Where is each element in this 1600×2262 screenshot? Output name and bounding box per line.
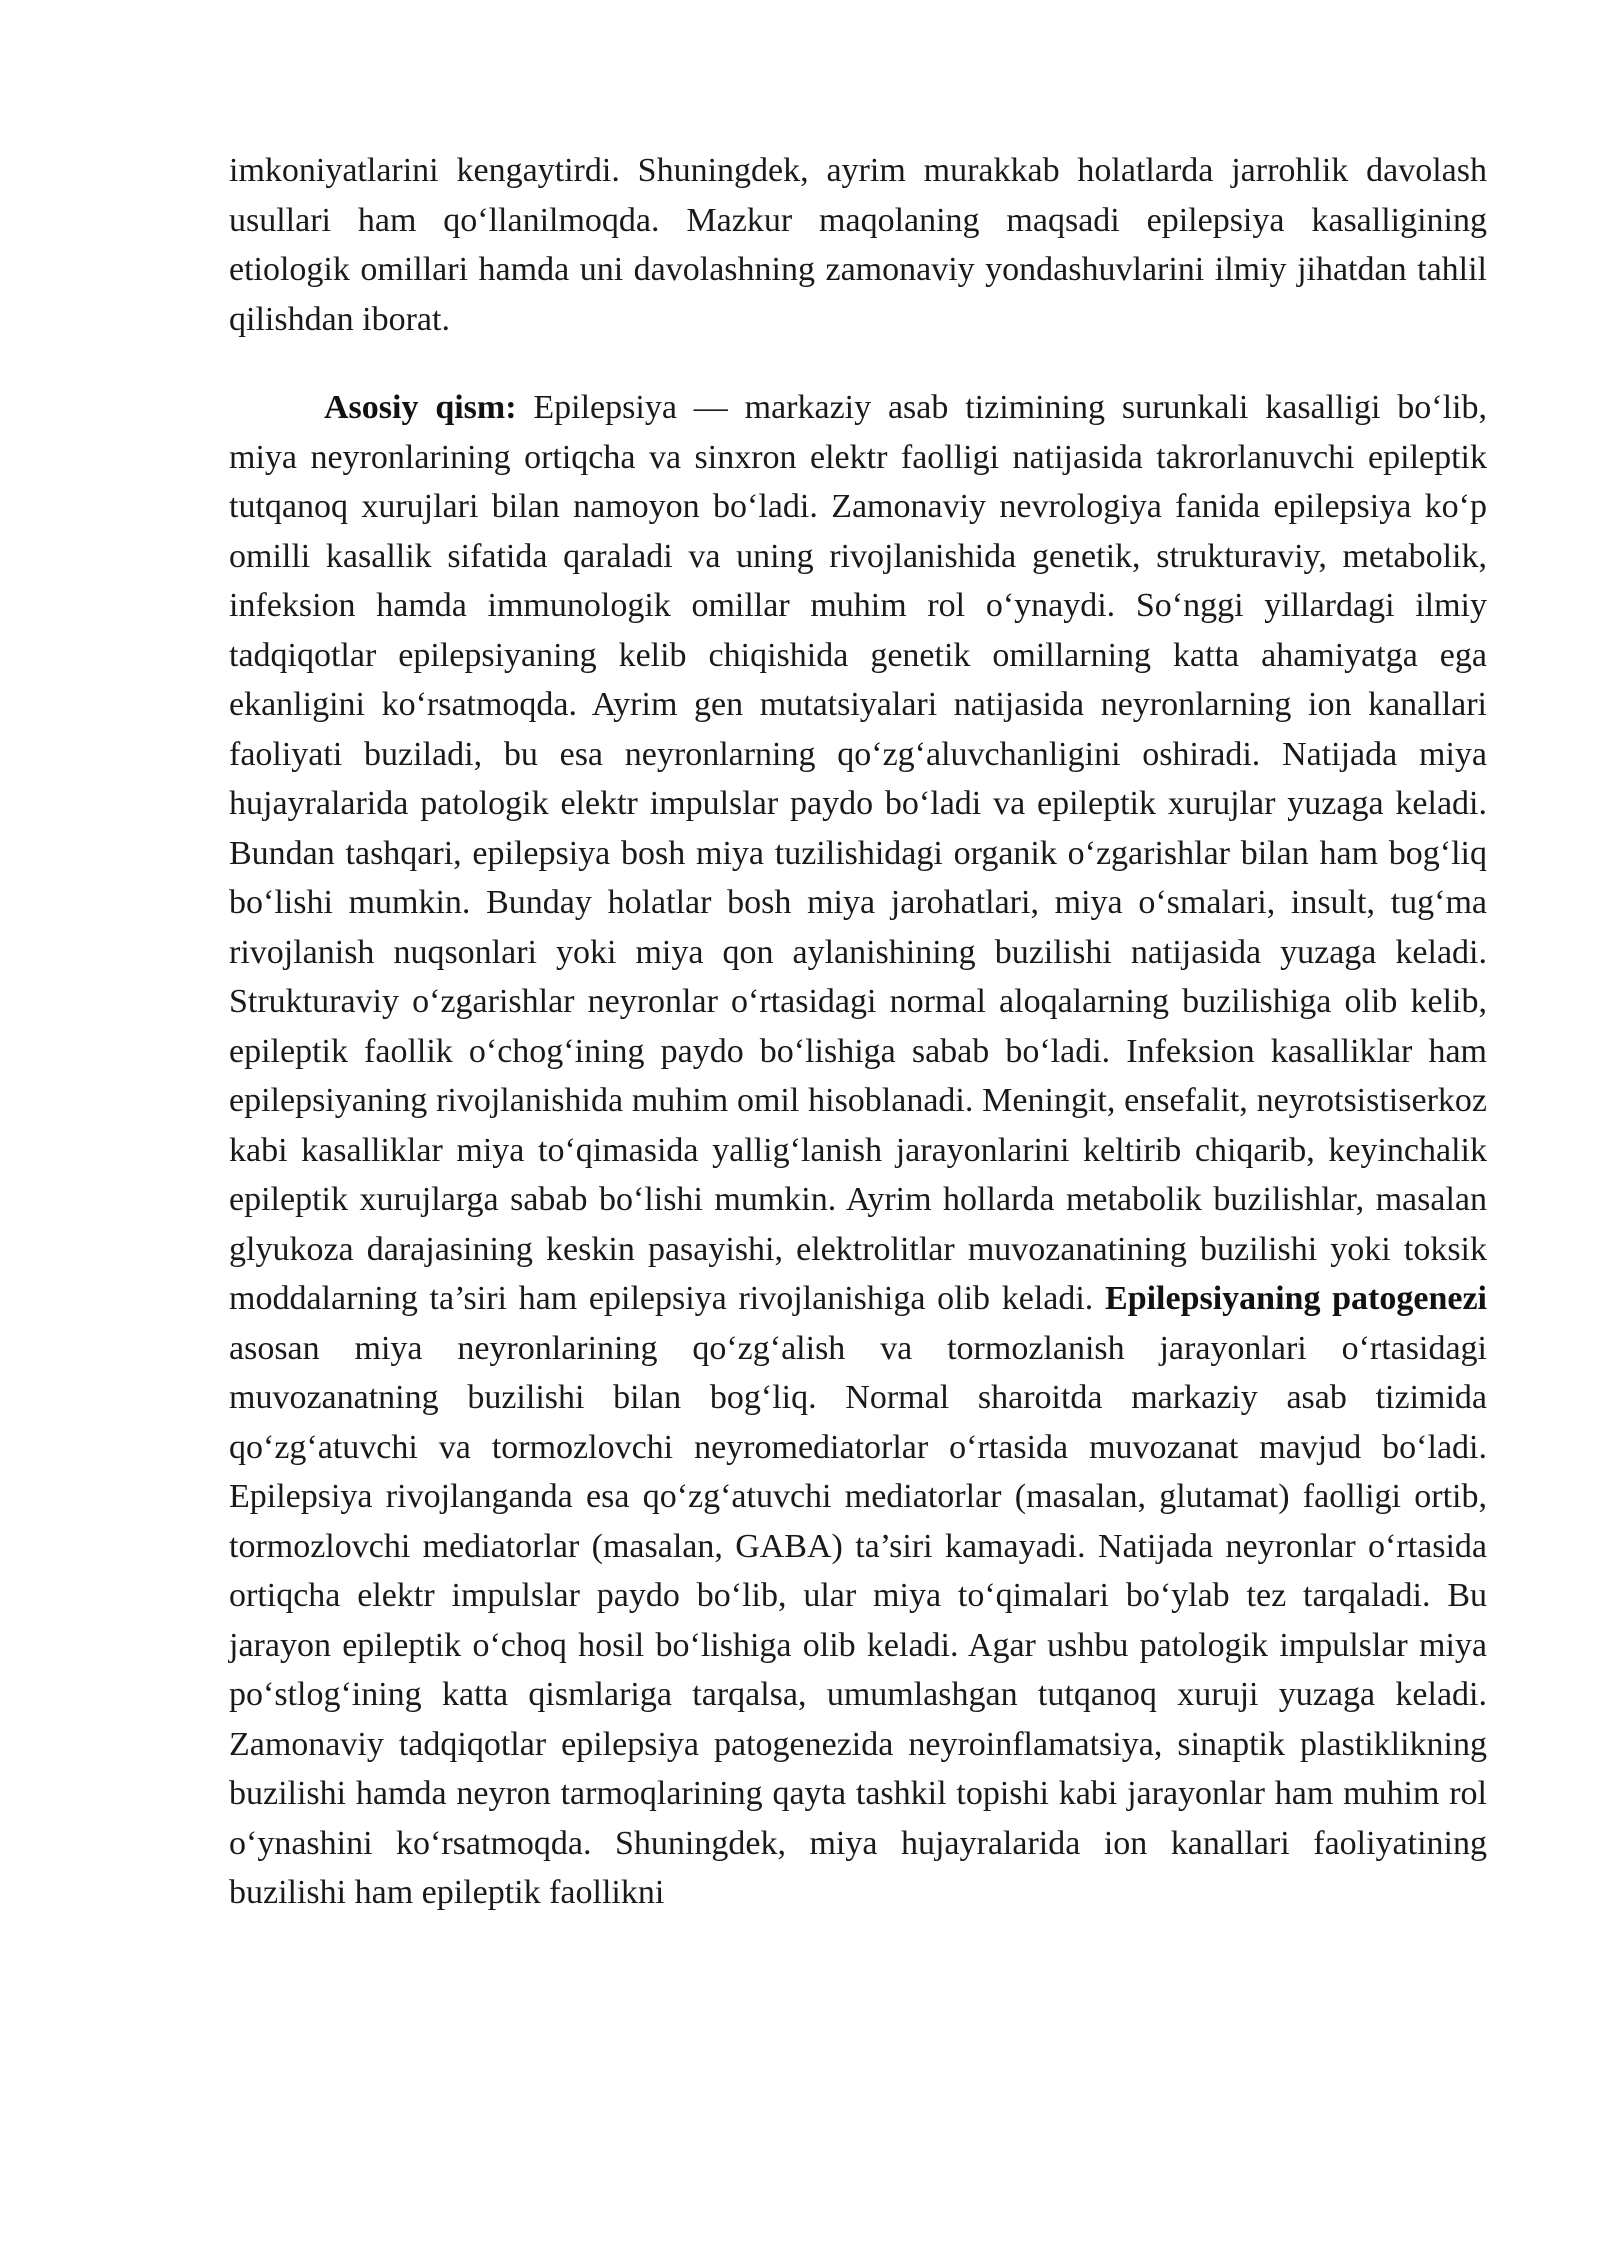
intro-paragraph: [229, 146, 1487, 344]
main-part-text-1: Epilepsiya — markaziy asab tizimining surunkali kasalligi bo‘lib, miya neyronlarining ortiqcha va sinxron elektr faolligi natijasida takrorlanuvchi epileptik tutqanoq xurujlari bilan namoyon bo‘ladi. Zamonaviy nevrologiya fanida epilepsiya ko‘p omilli kasallik sifatida qaraladi va uning rivojlanishida genetik, strukturaviy, metabolik, infeksion hamda immunologik omillar muhim rol o‘ynaydi. So‘nggi yillardagi ilmiy tadqiqotlar epilepsiyaning kelib chiqishida genetik omillarning katta ahamiyatga ega ekanligini ko‘rsatmoqda. Ayrim gen mutatsiyalari natijasida neyronlarning ion kanallari faoliyati buziladi, bu esa neyronlarning qo‘zg‘aluvchanligini oshiradi. Natijada miya hujayralarida patologik elektr impulslar paydo bo‘ladi va epileptik xurujlar yuzaga keladi. Bundan tashqari, epilepsiya bosh miya tuzilishidagi organik o‘zgarishlar bilan ham bog‘liq bo‘lishi mumkin. Bunday holatlar bosh miya jarohatlari, miya o‘smalari, insult, tug‘ma rivojlanish nuqsonlari yoki miya qon aylanishining buzilishi natijasida yuzaga keladi. Strukturaviy o‘zgarishlar neyronlar o‘rtasidagi normal aloqalarning buzilishiga olib kelib, epileptik faollik o‘chog‘ining paydo bo‘lishiga sabab bo‘ladi. Infeksion kasalliklar ham epilepsiyaning rivojlanishida muhim omil hisoblanadi. Meningit, ensefalit, neyrotsistiserkoz kabi kasalliklar miya to‘qimasida yallig‘lanish jarayonlarini keltirib chiqarib, keyinchalik epileptik xurujlarga sabab bo‘lishi mumkin. Ayrim hollarda metabolik buzilishlar, masalan glyukoza darajasining keskin pasayishi, elektrolitlar muvozanatining buzilishi yoki toksik moddalarning ta’siri ham epilepsiya rivojlanishiga olib keladi.: [229, 389, 1487, 1317]
pathogenesis-heading: Epilepsiyaning patogenezi: [1105, 1280, 1487, 1317]
intro-text: imkoniyatlarini kengaytirdi. Shuningdek, ayrim murakkab holatlarda jarrohlik davolash usullari ham qo‘llanilmoqda. Mazkur maqolaning maqsadi epilepsiya kasalligining etiologik omillari hamda uni davolashning zamonaviy yondashuvlarini ilmiy jihatdan tahlil qilishdan iborat.: [229, 152, 1487, 338]
main-part-paragraph: [229, 383, 1487, 1918]
main-part-heading: Asosiy qism:: [324, 389, 517, 426]
main-part-text-2: asosan miya neyronlarining qo‘zg‘alish va tormozlanish jarayonlari o‘rtasidagi muvozanatning buzilishi bilan bog‘liq. Normal sharoitda markaziy asab tizimida qo‘zg‘atuvchi va tormozlovchi neyromediatorlar o‘rtasida muvozanat mavjud bo‘ladi. Epilepsiya rivojlanganda esa qo‘zg‘atuvchi mediatorlar (masalan, glutamat) faolligi ortib, tormozlovchi mediatorlar (masalan, GABA) ta’siri kamayadi. Natijada neyronlar o‘rtasida ortiqcha elektr impulslar paydo bo‘lib, ular miya to‘qimalari bo‘ylab tez tarqaladi. Bu jarayon epileptik o‘choq hosil bo‘lishiga olib keladi. Agar ushbu patologik impulslar miya po‘stlog‘ining katta qismlariga tarqalsa, umumlashgan tutqanoq xuruji yuzaga keladi. Zamonaviy tadqiqotlar epilepsiya patogenezida neyroinflamatsiya, sinaptik plastiklikning buzilishi hamda neyron tarmoqlarining qayta tashkil topishi kabi jarayonlar ham muhim rol o‘ynashini ko‘rsatmoqda. Shuningdek, miya hujayralarida ion kanallari faoliyatining buzilishi ham epileptik faollikni: [229, 1329, 1487, 1911]
